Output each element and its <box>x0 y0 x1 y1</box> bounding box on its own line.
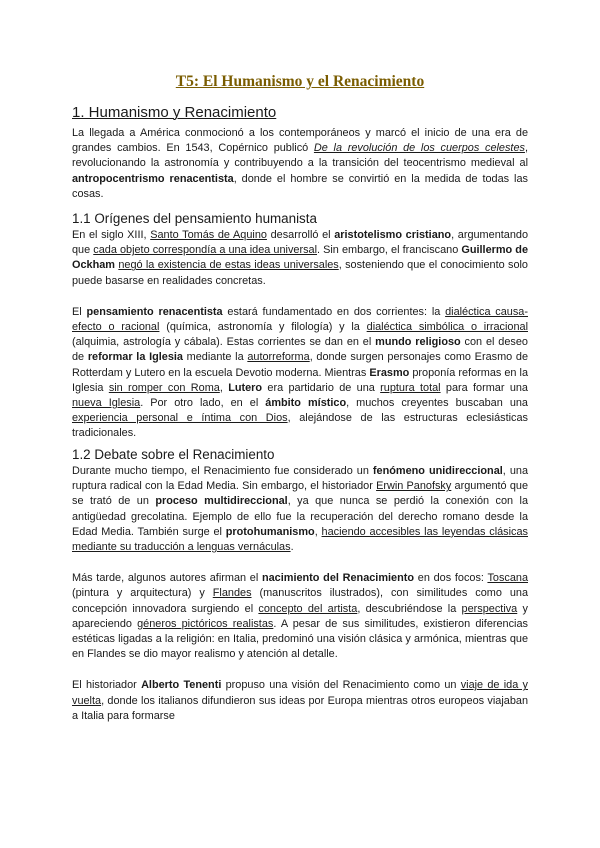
text-run: , revolucionando la astronomía y contribuyendo a la transición del teocentrismo medieval al <box>72 142 528 170</box>
underlined-term: haciendo accesibles las leyendas clásicas mediante su traducción a lenguas vernáculas <box>72 525 528 554</box>
underlined-term: ruptura total <box>380 381 441 394</box>
key-term: nacimiento del Renacimiento <box>261 572 415 585</box>
text-run: , muchos creyentes buscaban una <box>346 397 528 410</box>
text-run: Más tarde, algunos autores afirman el <box>72 572 262 585</box>
text-run: En el siglo XIII, <box>72 229 151 241</box>
text-run: , donde el hombre se convirtió en la medida de todas las cosas. <box>72 172 528 200</box>
section-heading: 1. Humanismo y Renacimiento <box>72 104 277 121</box>
underlined-term: concepto del artista <box>258 602 358 615</box>
subsection-heading: 1.1 Orígenes del pensamiento humanista <box>72 211 317 226</box>
subsection-heading: 1.2 Debate sobre el Renacimiento <box>72 447 275 462</box>
paragraph <box>72 464 528 555</box>
text-run: mediante la <box>182 351 248 364</box>
text-run: . A pesar de sus similitudes, existieron diferencias estéticas ligadas a la religión: en Italia, predominó una visión clásica y armónica, mientras que en Flandes se dio mayor realismo y atención al detalle. <box>72 617 528 661</box>
underlined-term: Santo Tomás de Aquino <box>150 229 267 241</box>
text-run: y apareciendo <box>72 602 528 630</box>
key-term: ámbito místico <box>265 397 347 410</box>
text-run: Durante mucho tiempo, el Renacimiento fue considerado un <box>72 465 373 477</box>
paragraph <box>72 678 528 724</box>
text-run: , descubriéndose la <box>357 602 462 615</box>
underlined-term: cada objeto correspondía a una idea universal <box>93 244 318 257</box>
text-run: La llegada a América conmocionó a los contemporáneos y marcó el inicio de una era de grandes cambios. En 1543, Copérnico publicó <box>72 127 528 155</box>
text-run: desarrolló el <box>266 229 335 241</box>
document-title: T5: El Humanismo y el Renacimiento <box>175 73 425 90</box>
text-run: El <box>72 305 87 318</box>
key-term: Alberto Tenenti <box>141 679 222 692</box>
text-run: con el deseo de <box>72 336 528 364</box>
paragraph <box>72 126 528 202</box>
section-debate <box>72 446 528 724</box>
paragraph <box>72 305 528 442</box>
key-term: reformar la Iglesia <box>87 351 183 364</box>
text-run: proponía reformas en la Iglesia <box>72 366 528 394</box>
text-run: (pintura y arquitectura) y <box>72 587 213 600</box>
key-term: Erasmo <box>369 366 410 379</box>
paragraph <box>72 571 528 662</box>
underlined-term: autorreforma <box>247 351 310 364</box>
text-run: en dos focos: <box>414 572 488 585</box>
underlined-term: experiencia personal e íntima con Dios <box>72 412 288 425</box>
underlined-term: negó la existencia de estas ideas universales <box>118 259 339 272</box>
text-run: para formar una <box>440 381 528 394</box>
text-run: , ya que nunca se perdió la conexión con la antigüedad grecolatina. Ejemplo de ello fue la recuperación del derecho romano desde la Edad Media. También surge el <box>72 495 529 538</box>
underlined-term: nueva Iglesia <box>72 397 141 410</box>
text-run: , donde surgen personajes como Erasmo de Rotterdam y Lutero en la escuela Devotio moderna. Mientras <box>72 351 529 379</box>
key-term: mundo religioso <box>375 336 461 349</box>
text-run: (química, astronomía y filología) y la <box>159 321 367 334</box>
text-run: . Por otro lado, en el <box>140 397 266 410</box>
key-term: aristotelismo cristiano <box>334 229 452 241</box>
underlined-term: sin romper con Roma <box>108 381 220 394</box>
text-run: . Sin embargo, el franciscano <box>317 244 462 257</box>
underlined-term: Toscana <box>487 572 528 585</box>
key-term: protohumanismo <box>225 525 315 538</box>
underlined-term: géneros pictóricos realistas <box>137 617 274 630</box>
text-run: , <box>219 381 229 394</box>
text-run: (alquimia, astrología y cábala). Estas corrientes se dan en el <box>72 336 376 349</box>
text-run: , alejándose de las estructuras eclesiásticas tradicionales. <box>72 412 528 440</box>
paragraph <box>72 228 528 289</box>
text-run: , una ruptura radical con la Edad Media. Sin embargo, el historiador <box>72 465 529 493</box>
text-run: , donde los italianos difundieron sus ideas por Europa mientras otros europeos viajaban a Italia para formarse <box>72 694 528 722</box>
section-humanismo <box>72 104 528 202</box>
section-origenes <box>72 210 528 442</box>
key-term: pensamiento renacentista <box>86 305 223 318</box>
text-run: propuso una visión del Renacimiento como un <box>221 679 461 692</box>
underlined-term: viaje de ida y vuelta <box>72 679 528 707</box>
book-title: De la revolución de los cuerpos celestes <box>313 142 525 155</box>
text-run: (manuscritos ilustrados), con similitudes como una concepción innovadora surgiendo el <box>72 587 529 615</box>
underlined-term: Erwin Panofsky <box>376 480 452 493</box>
text-run: era partidario de una <box>262 381 381 394</box>
underlined-term: perspectiva <box>461 602 518 615</box>
key-term: Lutero <box>228 381 263 394</box>
key-term: Guillermo de Ockham <box>72 244 528 272</box>
underlined-term: dialéctica simbólica o irracional <box>366 321 528 334</box>
text-run: , sosteniendo que el conocimiento solo puede basarse en realidades concretas. <box>72 259 528 287</box>
key-term: antropocentrismo renacentista <box>72 172 234 185</box>
text-run: . <box>290 541 294 554</box>
underlined-term: Flandes <box>212 587 252 600</box>
text-run: estará fundamentado en dos corrientes: la <box>222 305 446 318</box>
text-run: El historiador <box>72 679 142 692</box>
text-run: argumentó que se trató de un <box>72 480 529 508</box>
underlined-term: dialéctica causa-efecto o racional <box>72 305 528 334</box>
key-term: fenómeno unidireccional <box>372 465 503 477</box>
key-term: proceso multidireccional <box>155 495 288 508</box>
text-run: , <box>314 525 322 538</box>
text-run: , argumentando que <box>72 229 528 257</box>
